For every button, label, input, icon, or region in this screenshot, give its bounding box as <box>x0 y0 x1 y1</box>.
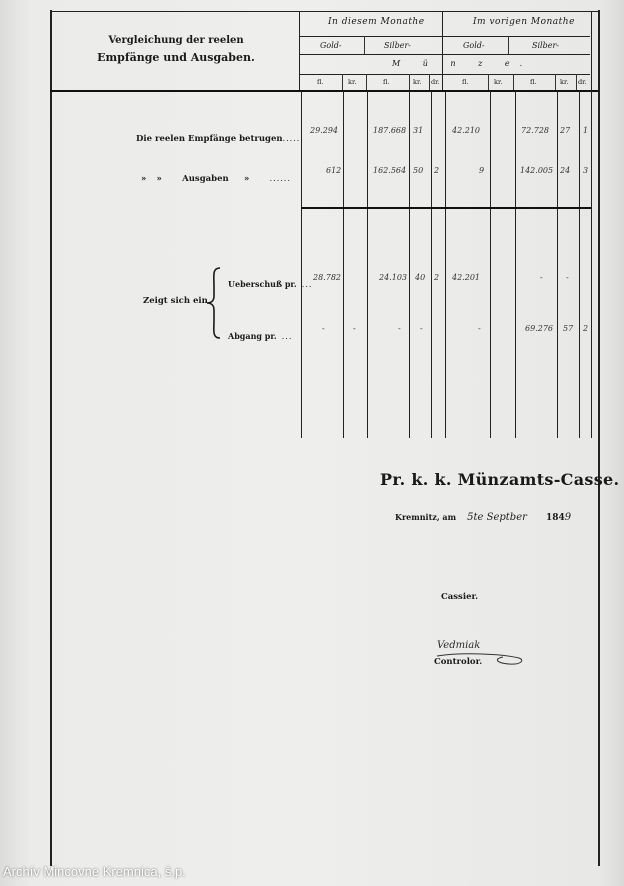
deficit-dots: ... <box>281 332 293 341</box>
surplus-row-label <box>228 272 312 291</box>
unit-kr-3: kr. <box>494 78 503 86</box>
shows-label: Zeigt sich ein <box>143 296 208 306</box>
unit-div-7 <box>555 74 556 90</box>
frame-top <box>50 11 598 12</box>
income-prev-silver-kr: 27 <box>560 126 571 135</box>
expense-quote-1: » <box>141 174 147 184</box>
frame-right <box>598 10 600 866</box>
title-line-1: Vergleichung der reelen <box>108 35 244 46</box>
unit-kr-1: kr. <box>348 78 357 86</box>
controller-signature: Vedmiak <box>437 640 481 651</box>
income-prev-silver-dr: 1 <box>583 126 589 135</box>
archive-watermark: Archív Mincovne Kremnica, š.p. <box>3 864 186 879</box>
unit-fl-1: fl. <box>317 78 324 86</box>
frame-left <box>50 10 52 866</box>
col-line-3 <box>409 91 410 438</box>
unit-div-1 <box>342 74 343 90</box>
year-printed: 184 <box>546 513 565 523</box>
deficit-cur-gold-fl: - <box>322 324 325 333</box>
deficit-row-label <box>228 324 292 343</box>
month-divider <box>442 11 443 91</box>
totals-divider <box>301 207 591 209</box>
surplus-cur-silver-kr: 40 <box>415 273 426 282</box>
col-line-4 <box>431 91 432 438</box>
title-line-2: Empfänge und Ausgaben. <box>97 51 255 64</box>
unit-dr-1: dr. <box>431 78 440 86</box>
surplus-dots: ... <box>301 280 313 289</box>
unit-div-5 <box>488 74 489 90</box>
surplus-prev-silver-fl: - <box>540 273 543 282</box>
deficit-cur-silver-fl: - <box>398 324 401 333</box>
gold-silver-divider-cur <box>364 36 365 54</box>
unit-kr-2: kr. <box>413 78 422 86</box>
col-line-8 <box>557 91 558 438</box>
income-prev-silver-fl: 72.728 <box>521 126 549 135</box>
expense-cur-silver-dr: 2 <box>434 166 440 175</box>
surplus-prev-silver-kr: - <box>566 273 569 282</box>
income-cur-gold-fl: 29.294 <box>310 126 338 135</box>
coin-heading: M ü n z e. <box>392 59 533 68</box>
expense-prev-silver-kr: 24 <box>560 166 571 175</box>
surplus-cur-silver-dr: 2 <box>434 273 440 282</box>
place-label: Kremnitz, am <box>395 512 457 522</box>
col-line-1 <box>343 91 344 438</box>
header-divider <box>299 11 300 91</box>
unit-div-2 <box>366 74 367 90</box>
deficit-prev-silver-fl: 69.276 <box>525 324 553 333</box>
surplus-prev-gold-fl: 42.201 <box>452 273 480 282</box>
controller-label: Controlor. <box>434 657 483 667</box>
surplus-label: Ueberschuß pr. <box>228 279 297 289</box>
office-title: Pr. k. k. Münzamts-Casse. <box>380 470 620 489</box>
previous-month-heading: Im vorigen Monathe <box>473 17 575 27</box>
expense-label: Ausgaben <box>182 174 229 184</box>
deficit-label: Abgang pr. <box>228 331 277 341</box>
income-row-label <box>136 126 304 145</box>
silver-heading-current: Silber- <box>384 41 411 50</box>
surplus-cur-silver-fl: 24.103 <box>379 273 407 282</box>
deficit-cur-silver-kr: - <box>420 324 423 333</box>
col-line-6 <box>490 91 491 438</box>
deficit-prev-silver-kr: 57 <box>563 324 574 333</box>
expense-prev-silver-fl: 142.005 <box>520 166 554 175</box>
expense-cur-silver-fl: 162.564 <box>373 166 407 175</box>
expense-quote-3: » <box>243 174 250 184</box>
unit-div-6 <box>513 74 514 90</box>
unit-fl-3: fl. <box>462 78 469 86</box>
place-date-line <box>395 505 571 524</box>
income-dots: ...... <box>282 134 304 143</box>
income-label: Die reelen Empfänge betrugen <box>136 134 283 144</box>
unit-fl-4: fl. <box>530 78 537 86</box>
deficit-cur-gold-kr: - <box>353 324 356 333</box>
table-title <box>60 32 292 66</box>
year-handwritten: 9 <box>564 512 572 523</box>
expense-prev-gold-fl: 9 <box>479 166 485 175</box>
col-line-7 <box>515 91 516 438</box>
income-cur-silver-fl: 187.668 <box>373 126 407 135</box>
unit-div-4 <box>429 74 430 90</box>
curly-brace <box>205 266 223 340</box>
header-line-2 <box>299 54 590 55</box>
income-cur-silver-kr: 31 <box>413 126 424 135</box>
unit-fl-2: fl. <box>383 78 390 86</box>
date-handwritten: 5te Septber <box>467 512 527 523</box>
unit-kr-4: kr. <box>560 78 569 86</box>
deficit-prev-silver-dr: 2 <box>583 324 589 333</box>
gold-silver-divider-prev <box>508 36 509 54</box>
silver-heading-previous: Silber- <box>532 41 559 50</box>
expense-cur-silver-kr: 50 <box>413 166 424 175</box>
deficit-prev-gold-fl: - <box>478 324 481 333</box>
expense-prev-silver-dr: 3 <box>583 166 589 175</box>
expense-row-label <box>141 166 291 185</box>
expense-dots: ...... <box>269 174 291 183</box>
col-line-9 <box>579 91 580 438</box>
unit-dr-2: dr. <box>578 78 587 86</box>
expense-cur-gold-fl: 612 <box>326 166 342 175</box>
col-line-2 <box>367 91 368 438</box>
unit-div-3 <box>409 74 410 90</box>
expense-quote-2: » <box>156 174 162 184</box>
col-line-5 <box>445 91 446 438</box>
current-month-heading: In diesem Monathe <box>328 17 425 27</box>
gold-heading-previous: Gold- <box>463 41 485 50</box>
surplus-cur-gold-fl: 28.782 <box>313 273 341 282</box>
income-prev-gold-fl: 42.210 <box>452 126 480 135</box>
header-line-1 <box>299 36 590 37</box>
gold-heading-current: Gold- <box>320 41 342 50</box>
unit-div-8 <box>576 74 577 90</box>
col-line-10 <box>591 11 592 438</box>
cashier-label: Cassier. <box>441 592 479 602</box>
